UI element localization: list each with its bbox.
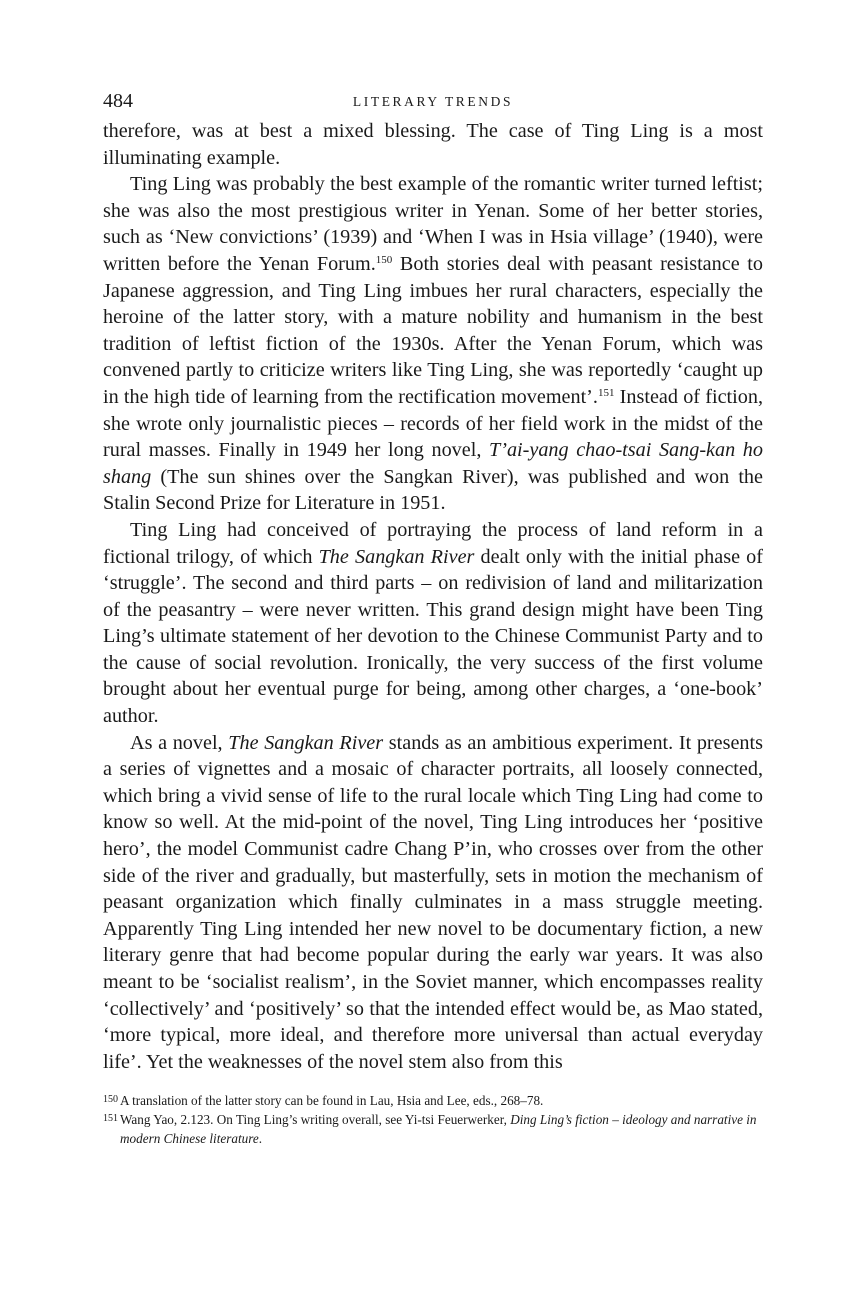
footnotes	[103, 1092, 763, 1147]
footnote-number: 151	[103, 1113, 118, 1125]
cited-book-title: Ding Ling’s fiction – ideology and narrative in modern Chinese literature	[120, 1112, 757, 1147]
footnote-151: 151 Wang Yao, 2.123. On Ting Ling’s writing overall, see Yi-tsi Feuerwerker, Ding Ling’s fiction – ideology and narrative in modern Chinese literature.	[103, 1112, 757, 1147]
page-header	[103, 88, 763, 118]
paragraph-2: Ting Ling was probably the best example of the romantic writer turned leftist; she was also the most prestigious writer in Yenan. Some of her better stories, such as ‘New convictions’ (1939) and ‘When I was in Hsia village’ (1940), were written before the Yenan Forum.$^{150}$ Both stories deal with peasant resistance to Japanese aggression, and Ting Ling imbues her rural characters, especially the heroine of the latter story, with a mature nobility and humanism in the best tradition of leftist fiction of the 1930s. After the Yenan Forum, which was convened partly to criticize writers like Ting Ling, she was reportedly ‘caught up in the high tide of learning from the rectification movement’.$^{151}$ Instead of fiction, she wrote only journalistic pieces – records of her field work in the midst of the rural masses. Finally in 1949 her long novel, T’ai-yang chao-tsai Sang-kan ho shang (The sun shines over the Sangkan River), was published and won the Stalin Second Prize for Literature in 1951.	[103, 173, 763, 515]
footnote-number: 150	[103, 1094, 118, 1106]
footnote-150: 150 A translation of the latter story can be found in Lau, Hsia and Lee, eds., 268–78.	[103, 1093, 544, 1109]
footnote-ref-150[interactable]: 150	[375, 253, 393, 266]
body-text	[103, 118, 763, 1075]
book-page	[103, 88, 763, 1147]
footnote-ref-151[interactable]: 151	[597, 386, 615, 399]
paragraph-3: Ting Ling had conceived of portraying the process of land reform in a fictional trilogy, of which The Sangkan River dealt only with the initial phase of ‘struggle’. The second and third parts – on redivision of land and militarization of the peasantry – were never written. This grand design might have been Ting Ling’s ultimate statement of her devotion to the Chinese Communist Party and to the cause of social revolution. Ironically, the very success of the first volume brought about her eventual purge for being, among other charges, a ‘one-book’ author.	[103, 518, 763, 728]
running-head: LITERARY TRENDS	[352, 94, 514, 109]
page-number: 484	[103, 90, 133, 112]
novel-title-romanized: T’ai-yang chao-tsai Sang-kan ho shang	[103, 439, 763, 488]
paragraph-1: therefore, was at best a mixed blessing. The case of Ting Ling is a most illuminating example.	[103, 120, 763, 169]
novel-title: The Sangkan River	[318, 545, 475, 568]
novel-title: The Sangkan River	[228, 731, 384, 754]
paragraph-4: As a novel, The Sangkan River stands as an ambitious experiment. It presents a series of vignettes and a mosaic of character portraits, all loosely connected, which bring a vivid sense of life to the rural locale which Ting Ling had come to know so well. At the mid-point of the novel, Ting Ling introduces her ‘positive hero’, the model Communist cadre Chang P’in, who crosses over from the other side of the river and gradually, but masterfully, sets in motion the mechanism of peasant organization which finally culminates in a mass struggle meeting. Apparently Ting Ling intended her new novel to be documentary fiction, a new literary genre that had become popular during the early war years. It was also meant to be ‘socialist realism’, in the Soviet manner, which encompasses reality ‘collectively’ and ‘positively’ so that the intended effect would be, as Mao stated, ‘more typical, more ideal, and therefore more universal than actual everyday life’. Yet the weaknesses of the novel stem also from this	[103, 731, 763, 1073]
